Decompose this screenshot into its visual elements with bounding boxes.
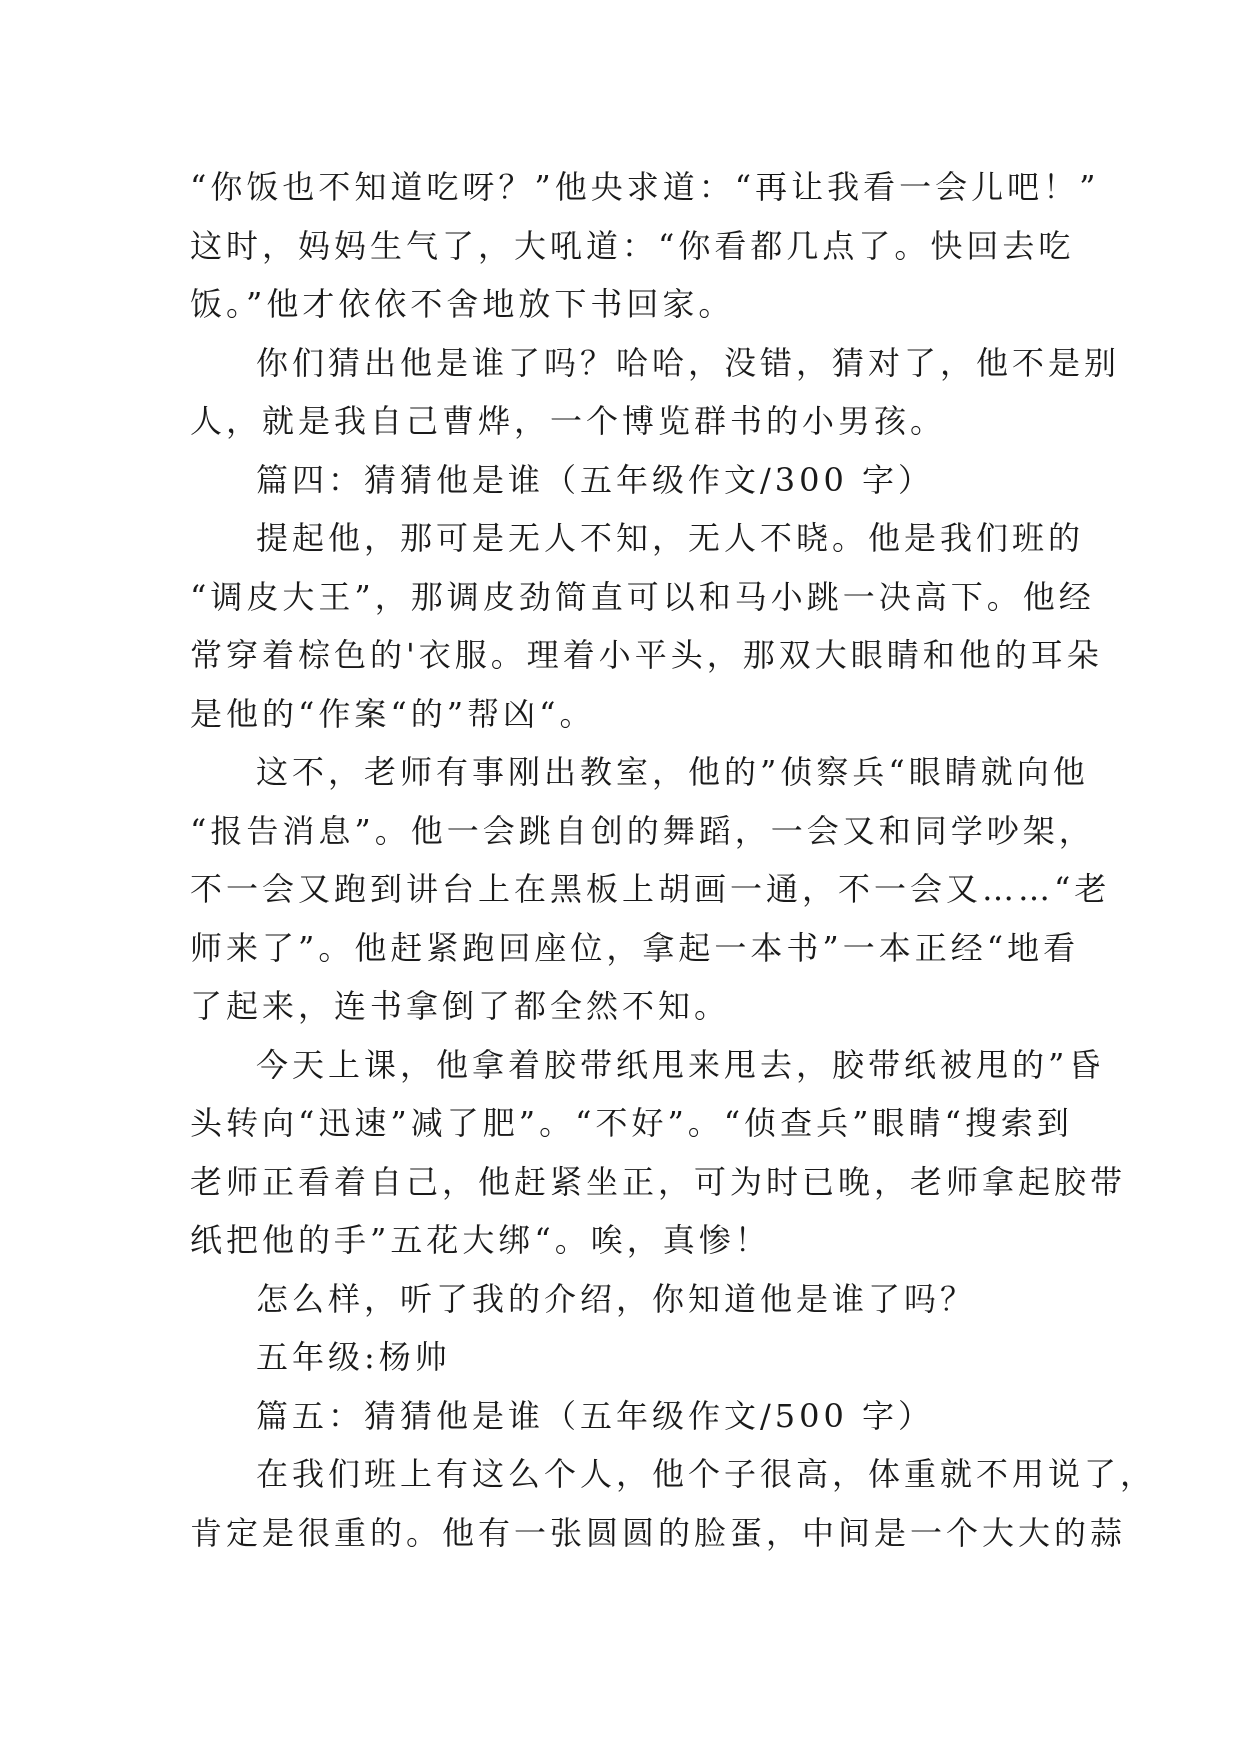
text-line: “你饭也不知道吃呀？”他央求道：“再让我看一会儿吧！”	[190, 168, 1100, 206]
text-line: 你们猜出他是谁了吗？哈哈，没错，猜对了，他不是别	[256, 343, 1121, 382]
text-line: 人，就是我自己曹烨，一个博览群书的小男孩。	[190, 402, 947, 440]
text-line: 肯定是很重的。他有一张圆圆的脸蛋，中间是一个大大的蒜	[190, 1513, 1127, 1552]
text-line: 老师正看着自己，他赶紧坐正，可为时已晚，老师拿起胶带	[190, 1162, 1127, 1201]
text-line: 纸把他的手”五花大绑“。唉，真惨！	[190, 1221, 771, 1259]
text-line: 了起来，连书拿倒了都全然不知。	[190, 987, 731, 1025]
text-line: 是他的“作案“的”帮凶“。	[190, 694, 596, 733]
text-line: 饭。”他才依依不舍地放下书回家。	[190, 285, 735, 323]
text-line: 在我们班上有这么个人，他个子很高，体重就不用说了，	[256, 1455, 1157, 1493]
text-line: 头转向“迅速”减了肥”。“不好”。“侦查兵”眼睛“搜索到	[190, 1104, 1073, 1142]
text-line: 常穿着棕色的'衣服。理着小平头，那双大眼睛和他的耳朵	[190, 636, 1103, 674]
author-line: 五年级:杨帅	[256, 1338, 451, 1376]
text-line: “报告消息”。他一会跳自创的舞蹈，一会又和同学吵架，	[190, 811, 1095, 850]
text-line: 这时，妈妈生气了，大吼道：“你看都几点了。快回去吃	[190, 226, 1075, 265]
section-heading: 篇五：猜猜他是谁（五年级作文/500 字）	[256, 1396, 935, 1435]
text-line: 师来了”。他赶紧跑回座位，拿起一本书”一本正经“地看	[190, 928, 1080, 967]
text-line: “调皮大王”，那调皮劲简直可以和马小跳一决高下。他经	[190, 577, 1095, 616]
section-heading: 篇四：猜猜他是谁（五年级作文/300 字）	[256, 460, 935, 499]
text-line: 提起他，那可是无人不知，无人不晓。他是我们班的	[256, 519, 1085, 557]
text-line: 怎么样，听了我的介绍，你知道他是谁了吗？	[256, 1279, 977, 1318]
text-line: 这不，老师有事刚出教室，他的”侦察兵“眼睛就向他	[256, 753, 1089, 791]
text-line: 今天上课，他拿着胶带纸甩来甩去，胶带纸被甩的”昏	[256, 1045, 1105, 1084]
text-line: 不一会又跑到讲台上在黑板上胡画一通，不一会又……“老	[190, 870, 1111, 908]
document-body	[190, 158, 1157, 1562]
